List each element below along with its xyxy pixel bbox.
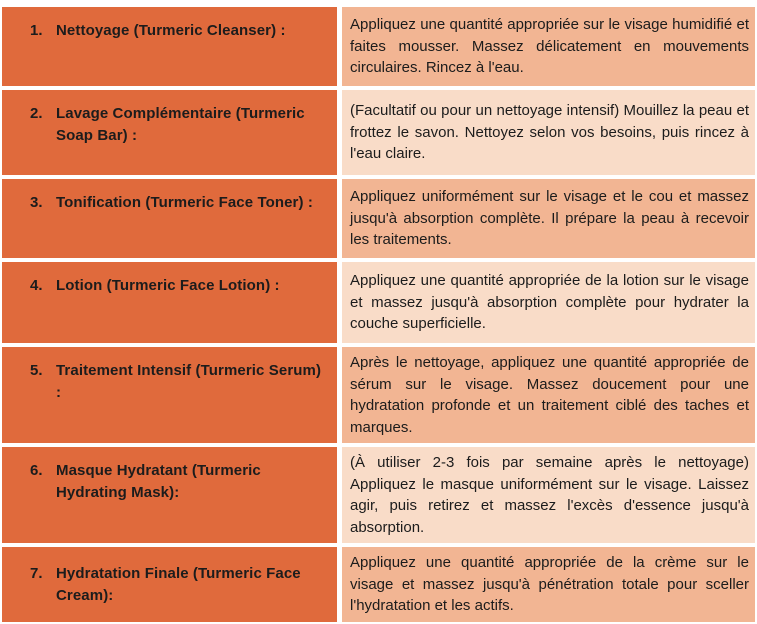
step-title-cell [2,347,337,443]
step-description: Après le nettoyage, appliquez une quantité appropriée de sérum sur le visage. Massez doucement pour une hydratation profonde et un traitement ciblé des taches et marques. [350,354,749,436]
step-description-cell [342,179,755,258]
step-description-cell [342,90,755,175]
step-title: Nettoyage (Turmeric Cleanser) : [56,22,286,39]
step-description-cell [342,547,755,622]
step-title-cell [2,262,337,343]
table-row [2,262,755,343]
step-title-cell [2,447,337,543]
skincare-routine-table [2,7,755,622]
step-description-cell [342,447,755,543]
step-title-cell [2,179,337,258]
step-number: 4. [30,277,43,294]
step-title-cell [2,90,337,175]
step-title: Lavage Complémentaire (Turmeric Soap Bar) : [56,105,305,144]
step-title: Hydratation Finale (Turmeric Face Cream): [56,565,301,604]
step-title-cell [2,547,337,622]
step-title: Masque Hydratant (Turmeric Hydrating Mask): [56,462,261,501]
step-title: Traitement Intensif (Turmeric Serum) : [56,362,322,401]
step-description: Appliquez uniformément sur le visage et le cou et massez jusqu'à absorption complète. Il prépare la peau à recevoir les traitements. [350,188,749,249]
step-description: Appliquez une quantité appropriée de la lotion sur le visage et massez jusqu'à absorption complète pour hydrater la couche superficielle. [350,272,749,333]
step-description: Appliquez une quantité appropriée sur le visage humidifié et faites mousser. Massez délicatement en mouvements circulaires. Rincez à l'eau. [350,16,749,77]
step-description: Appliquez une quantité appropriée de la crème sur le visage et massez jusqu'à pénétration totale pour sceller l'hydratation et les actifs. [350,554,749,614]
table-row [2,7,755,86]
step-number: 5. [30,362,43,379]
step-number: 3. [30,194,43,211]
step-number: 2. [30,105,43,122]
table-row [2,179,755,258]
table-row [2,90,755,175]
step-description-cell [342,347,755,443]
step-description-cell [342,262,755,343]
table-row [2,547,755,622]
step-description-cell [342,7,755,86]
step-number: 7. [30,565,43,582]
step-title-cell [2,7,337,86]
step-number: 6. [30,462,43,479]
step-description: (Facultatif ou pour un nettoyage intensif) Mouillez la peau et frottez le savon. Nettoyez selon vos besoins, puis rincez à l'eau claire. [350,102,749,163]
table-row [2,447,755,543]
step-title: Lotion (Turmeric Face Lotion) : [56,277,280,294]
step-description: (À utiliser 2-3 fois par semaine après le nettoyage) Appliquez le masque uniformément sur le visage. Laissez agir, puis retirez et massez l'excès d'essence jusqu'à absorption. [350,454,749,536]
step-title: Tonification (Turmeric Face Toner) : [56,194,313,211]
table-row [2,347,755,443]
step-number: 1. [30,22,43,39]
